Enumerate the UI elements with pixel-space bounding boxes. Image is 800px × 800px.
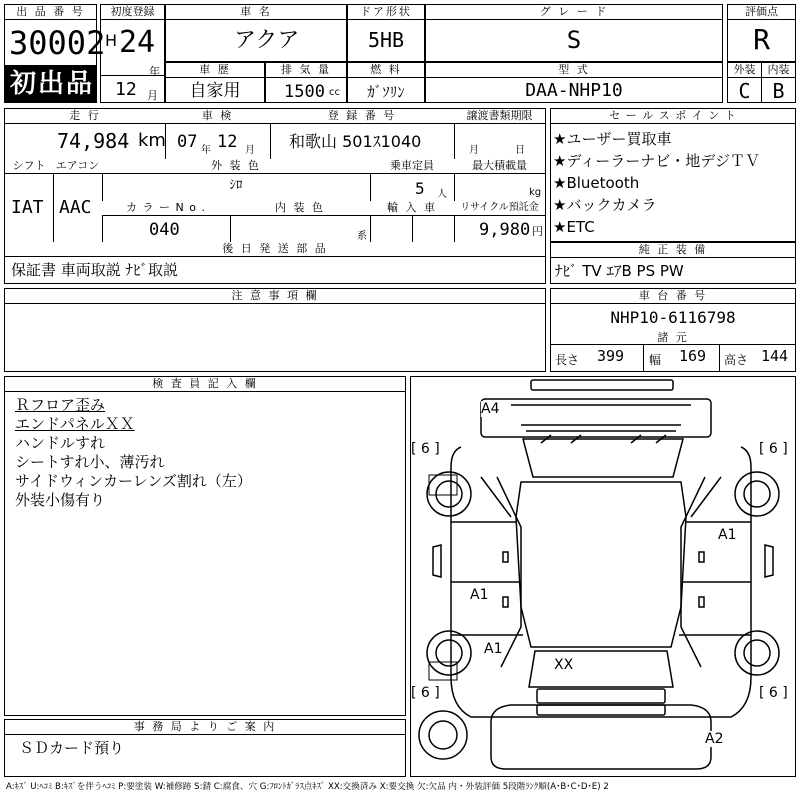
displacement-box	[265, 62, 347, 103]
history-box	[165, 62, 265, 103]
intcolor-label: 内 装 色	[230, 201, 370, 216]
length-label: 長さ	[555, 353, 580, 367]
door-type: 5HB	[367, 28, 405, 52]
sales-point: ★バックカメラ	[553, 196, 657, 214]
aircon-label: エアコン	[53, 159, 102, 174]
registration-month: 12	[115, 79, 137, 100]
ext-grade-box	[727, 62, 762, 103]
displacement: 1500	[284, 82, 325, 102]
exterior-grade: C	[738, 79, 751, 103]
lot-number: 30002	[9, 24, 106, 62]
sales-points-label: セ ー ル ス ポ イ ン ト	[551, 109, 795, 124]
score-label: 評価点	[728, 5, 795, 20]
damage-mark: A1	[484, 641, 503, 657]
displacement-label: 排 気 量	[266, 63, 346, 78]
first-listing-text: 初出品	[10, 69, 95, 99]
sales-point: ★ETC	[553, 218, 595, 236]
sales-point: ★ユーザー買取車	[553, 130, 672, 148]
era-letter: H	[105, 31, 118, 50]
transfer-month-unit: 月	[469, 145, 479, 156]
import-label: 輸 入 車	[370, 201, 454, 216]
color-number: 040	[149, 220, 180, 240]
tread-mark-rear-right: [ 6 ]	[759, 685, 788, 701]
tread-mark-front-right: [ 6 ]	[759, 441, 788, 457]
inspector-line: ハンドルすれ	[15, 434, 106, 452]
interior-label: 内装	[762, 63, 795, 78]
length: 399	[597, 347, 625, 365]
inspection-month: 12	[217, 132, 238, 152]
width-label: 幅	[649, 353, 662, 367]
interior-color-unit: 系	[357, 231, 367, 242]
later-parts-label: 後 日 発 送 部 品	[5, 242, 545, 257]
capacity: 5	[415, 179, 425, 198]
model: DAA-NHP10	[525, 80, 623, 101]
transfer-label: 譲渡書類期限	[454, 109, 545, 124]
interior-grade: B	[772, 79, 785, 103]
shift-value: IAT	[11, 197, 44, 218]
equipment-label: 純 正 装 備	[551, 243, 795, 258]
height-label: 高さ	[724, 353, 749, 367]
equipment-box	[550, 242, 796, 284]
office-label: 事 務 局 よ り ご 案 内	[5, 720, 405, 735]
car-diagram-drawing	[411, 377, 795, 776]
tread-mark-rear-left: [ 6 ]	[411, 685, 440, 701]
colorno-label: カ ラ ー N o .	[102, 201, 230, 216]
height: 144	[761, 347, 789, 365]
notes-label: 注 意 事 項 欄	[5, 289, 545, 304]
damage-mark: A2	[705, 731, 724, 747]
first-listing-badge	[4, 66, 97, 103]
tread-mark-front-left: [ 6 ]	[411, 441, 440, 457]
specs-label: 諸 元	[551, 331, 795, 345]
history-label: 車 歴	[166, 63, 264, 78]
int-grade-box	[761, 62, 796, 103]
door-box	[347, 4, 425, 62]
plate-number: 和歌山 501ｽ1040	[289, 132, 422, 151]
year-unit: 年	[149, 65, 160, 78]
load-label: 最大積載量	[454, 159, 545, 174]
damage-mark: A1	[718, 527, 737, 543]
sales-points-box	[550, 108, 796, 242]
capacity-unit: 人	[437, 189, 447, 200]
sales-point: ★ディーラーナビ・地デジＴＶ	[553, 152, 760, 170]
displacement-unit: cc	[329, 87, 340, 98]
recycle-fee: 9,980	[479, 220, 531, 240]
score-box	[727, 4, 796, 62]
aircon-value: AAC	[59, 197, 92, 218]
chassis-number: NHP10-6116798	[610, 308, 736, 327]
equipment: ﾅﾋﾞ TV ｴｱB PS PW	[555, 262, 684, 280]
inspection-year: 07	[177, 132, 198, 152]
exterior-color: ｼﾛ	[229, 178, 243, 193]
damage-mark: A1	[470, 587, 489, 603]
lot-box	[4, 4, 106, 66]
history: 自家用	[189, 81, 241, 101]
damage-mark: XX	[554, 657, 574, 673]
details-grid	[4, 108, 546, 284]
score: R	[753, 23, 770, 56]
inspector-label: 検 査 員 記 入 欄	[5, 377, 405, 392]
mileage-unit: km	[138, 130, 166, 151]
recycle-unit: 円	[532, 225, 543, 238]
fuel: ｶﾞｿﾘﾝ	[367, 83, 405, 101]
chassis-box	[550, 288, 796, 372]
model-box	[425, 62, 723, 103]
inspection-month-unit: 月	[245, 145, 255, 156]
recycle-label: リサイクル預託金	[454, 201, 545, 216]
car-name-label: 車 名	[166, 5, 346, 20]
notes-box	[4, 288, 546, 372]
capacity-label: 乗車定員	[370, 159, 454, 174]
legend: A:ｷｽﾞ U:ﾍｺﾐ B:ｷｽﾞを伴うﾍｺﾐ P:要塗装 W:補修跡 S:錆 C:腐食、穴 G:ﾌﾛﾝﾄｶﾞﾗｽ点ｷｽﾞ XX:交換済み X:要交換 欠:欠品 内・外装評価 5段階ﾗﾝｸ順(A･B･C･D･E) 2	[6, 782, 609, 792]
inspector-line: エンドパネルＸＸ	[15, 415, 135, 433]
registration-year: 24	[119, 25, 156, 60]
shift-label: シフト	[5, 159, 53, 174]
inspector-line: Ｒフロア歪み	[15, 396, 106, 414]
sales-point: ★Bluetooth	[553, 174, 640, 192]
model-label: 型 式	[426, 63, 722, 78]
office-note: ＳＤカード預り	[19, 739, 125, 757]
grade-label: グ レ ー ド	[426, 5, 722, 20]
inspector-line: サイドウィンカーレンズ割れ（左）	[15, 472, 252, 490]
inspector-line: シートすれ小、薄汚れ	[15, 453, 165, 471]
plate-label: 登 録 番 号	[270, 109, 454, 124]
inspector-box	[4, 376, 406, 716]
month-unit: 月	[147, 89, 158, 102]
inspection-year-unit: 年	[201, 145, 211, 156]
car-name-box	[165, 4, 347, 62]
color-label: 外 装 色	[102, 159, 370, 174]
fuel-label: 燃 料	[348, 63, 424, 78]
exterior-label: 外装	[728, 63, 761, 78]
door-label: ドア形状	[348, 5, 424, 20]
car-diagram	[410, 376, 796, 777]
inspection-label: 車 検	[165, 109, 270, 124]
car-name: アクア	[234, 28, 300, 53]
fuel-box	[347, 62, 425, 103]
width: 169	[679, 347, 707, 365]
chassis-label: 車 台 番 号	[551, 289, 795, 304]
grade-box	[425, 4, 723, 62]
grade: S	[566, 26, 582, 54]
office-box	[4, 719, 406, 777]
mileage: 74,984	[57, 129, 130, 153]
first-registration-box	[100, 4, 165, 103]
mileage-label: 走 行	[5, 109, 165, 124]
later-parts: 保証書 車両取説 ﾅﾋﾞ取説	[11, 261, 179, 279]
damage-mark: A4	[481, 401, 500, 417]
transfer-day-unit: 日	[515, 145, 525, 156]
first-registration-label: 初度登録	[101, 5, 164, 20]
load-unit: kg	[529, 187, 542, 198]
lot-label: 出 品 番 号	[5, 5, 96, 20]
inspector-line: 外装小傷有り	[15, 491, 106, 509]
